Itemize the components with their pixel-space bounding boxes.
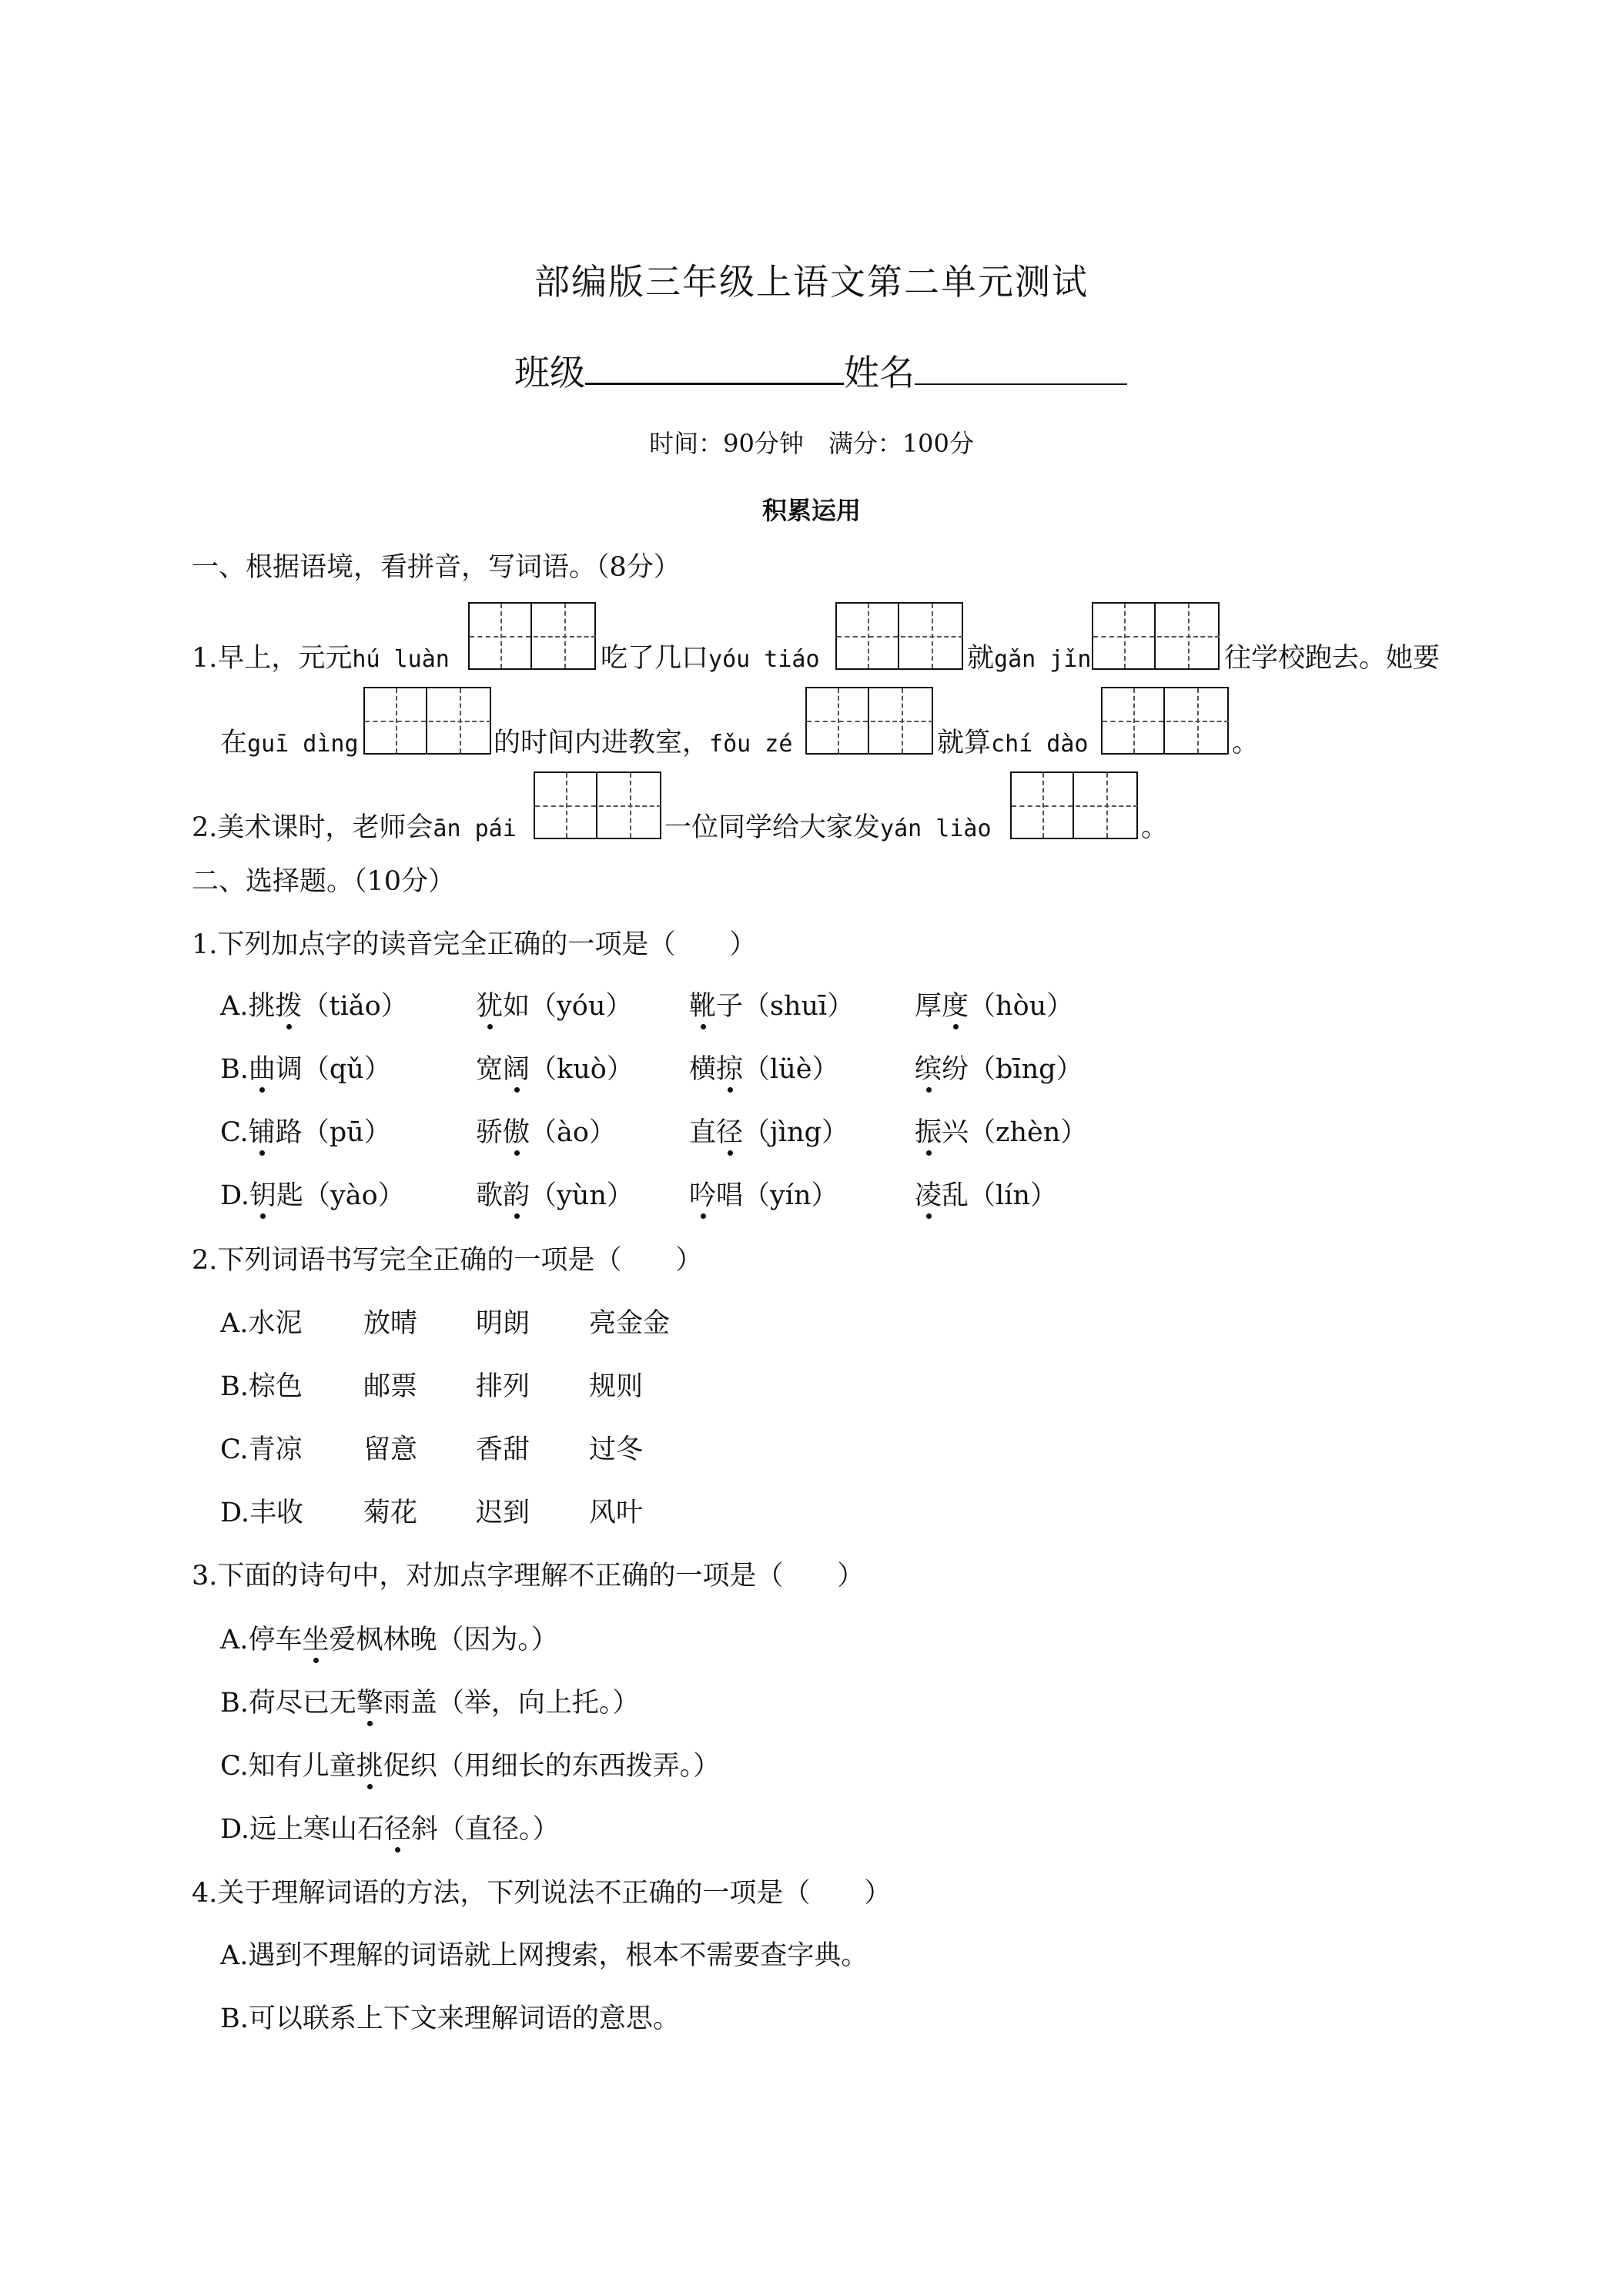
pinyin-fou-ze: fǒu zé [709, 731, 793, 758]
pinyin-an-pai: ān pái [433, 815, 517, 842]
word-post: 纷（bīng） [942, 1054, 1083, 1085]
line-post: 爱枫林晚（因为。） [329, 1625, 558, 1655]
q1-line3-b [664, 812, 992, 843]
page-title: 部编版三年级上语文第二单元测试 [534, 261, 1089, 303]
line-post: 斜（直径。） [410, 1814, 560, 1845]
word-dotted-char: 吟 [689, 1180, 717, 1211]
name-blank[interactable] [915, 353, 1127, 385]
q2-1-option-c-3[interactable] [689, 1117, 849, 1148]
q2-1-option-c-1[interactable] [220, 1117, 391, 1148]
q2-2-option-1-2: 放晴 [363, 1308, 418, 1339]
answer-box-gui-ding[interactable] [363, 687, 491, 755]
q1-line2-text-1: 在 [220, 728, 248, 758]
q2-2-option-1-3: 明朗 [476, 1308, 530, 1339]
q1-line3-text-2: 一位同学给大家发 [664, 812, 881, 843]
q1-line1-text-4: 往学校跑去。她要 [1224, 643, 1441, 674]
word-dotted-char: 犹 [476, 991, 504, 1022]
line-dotted-char: 挑 [356, 1751, 383, 1782]
q2-2-option-3-1[interactable]: C.青凉 [220, 1434, 303, 1465]
word-dotted-char: 钥 [249, 1180, 276, 1211]
line-pre: C.知有儿童 [220, 1751, 356, 1782]
pinyin-gan-jin: gǎn jǐn [994, 646, 1092, 673]
q1-line1-text-2: 吃了几口 [601, 643, 709, 674]
word-post: （jìng） [743, 1117, 849, 1148]
q2-1-option-a-1[interactable] [220, 993, 408, 1020]
word-dotted-char: 傲 [503, 1117, 530, 1148]
word-post: 匙（yào） [276, 1180, 405, 1211]
word-post: 乱（lín） [942, 1180, 1057, 1211]
q1-line1-c [967, 645, 1091, 672]
q2-2-option-2-3: 排列 [476, 1371, 530, 1402]
q1-line3-text-3: 。 [1141, 812, 1169, 843]
q2-2-option-3-4: 过冬 [589, 1434, 644, 1465]
pinyin-you-tiao: yóu tiáo [708, 646, 820, 673]
section-title: 积累运用 [761, 496, 861, 525]
q1-line2-b [494, 730, 792, 757]
word-dotted-char: 凌 [915, 1180, 942, 1211]
word-post: （hòu） [969, 991, 1074, 1022]
q1-line1-b [601, 645, 820, 672]
q2-1-option-a-3[interactable] [689, 993, 854, 1020]
word-post: 唱（yín） [716, 1180, 838, 1211]
q2-1-stem: 1.下列加点字的读音完全正确的一项是（ ） [192, 929, 757, 960]
answer-box-gan-jin[interactable] [1092, 602, 1220, 670]
line-dotted-char: 径 [383, 1814, 411, 1845]
word-post: 路（pū） [275, 1117, 391, 1148]
line-pre: D.远上寒山石 [220, 1814, 384, 1845]
word-pre: 挑 [248, 991, 276, 1022]
pinyin-yan-liao: yán liào [880, 815, 992, 842]
q2-2-option-4-3: 迟到 [476, 1498, 530, 1528]
word-dotted-char: 缤 [915, 1054, 942, 1085]
q2-3-option-4[interactable] [220, 1816, 559, 1843]
q2-1-option-c-4[interactable] [915, 1117, 1088, 1148]
word-dotted-char: 靴 [689, 991, 717, 1022]
word-post: （tiǎo） [302, 991, 408, 1022]
line-dotted-char: 擎 [356, 1688, 383, 1719]
word-post: （ào） [530, 1117, 616, 1148]
q2-1-option-b-4[interactable] [915, 1056, 1083, 1083]
q2-2-stem: 2.下列词语书写完全正确的一项是（ ） [192, 1245, 703, 1276]
word-dotted-char: 曲 [248, 1054, 276, 1085]
answer-box-chi-dao[interactable] [1101, 687, 1229, 755]
pinyin-gui-ding: guī dìng [247, 731, 359, 758]
word-post: 兴（zhèn） [942, 1117, 1088, 1148]
q1-line3-text-1: 2.美术课时，老师会 [192, 812, 433, 843]
word-dotted-char: 韵 [503, 1180, 530, 1211]
word-post: 子（shuī） [716, 991, 855, 1022]
word-dotted-char: 拨 [275, 991, 303, 1022]
answer-box-fou-ze[interactable] [805, 687, 933, 755]
q2-heading: 二、选择题。（10分） [192, 866, 456, 897]
q2-1-option-b-2[interactable] [476, 1056, 634, 1083]
q1-line2-text-3: 就算 [937, 728, 992, 758]
q2-3-stem: 3.下面的诗句中，对加点字理解不正确的一项是（ ） [192, 1561, 865, 1591]
word-dotted-char: 掠 [716, 1054, 744, 1085]
word-pre: 骄 [476, 1117, 504, 1148]
q2-2-option-3-2: 留意 [363, 1434, 418, 1465]
word-dotted-char: 铺 [248, 1117, 276, 1148]
q2-1-option-b-1[interactable] [220, 1056, 391, 1083]
option-label: A. [220, 991, 249, 1022]
word-post: 调（qǔ） [275, 1054, 391, 1085]
q2-3-option-2[interactable] [220, 1690, 639, 1717]
q2-2-option-1-4: 亮金金 [589, 1308, 671, 1339]
line-post: 雨盖（举，向上托。） [383, 1688, 640, 1719]
q2-1-option-d-4[interactable] [915, 1180, 1057, 1211]
answer-box-yan-liao[interactable] [1010, 771, 1138, 839]
name-label: 姓名 [844, 352, 915, 393]
line-pre: B.荷尽已无 [220, 1688, 356, 1719]
option-label: C. [220, 1117, 249, 1148]
word-pre: 宽 [476, 1054, 504, 1085]
answer-box-you-tiao[interactable] [835, 602, 963, 670]
pinyin-chi-dao: chí dào [991, 731, 1089, 758]
q1-line1 [192, 645, 450, 672]
word-dotted-char: 度 [942, 991, 969, 1022]
word-post: 如（yóu） [503, 991, 633, 1022]
option-label: D. [220, 1180, 249, 1211]
word-pre: 横 [689, 1054, 717, 1085]
q2-4-option-1[interactable]: A.遇到不理解的词语就上网搜索，根本不需要查字典。 [220, 1940, 868, 1971]
pinyin-hu-luan: hú luàn [352, 646, 450, 673]
q2-3-option-3[interactable] [220, 1753, 720, 1780]
q2-4-stem: 4.关于理解词语的方法，下列说法不正确的一项是（ ） [192, 1878, 892, 1909]
q2-2-option-2-4: 规则 [589, 1371, 644, 1402]
class-label: 班级 [514, 352, 585, 393]
q2-2-option-1-1[interactable]: A.水泥 [220, 1308, 303, 1339]
line-dotted-char: 坐 [302, 1625, 330, 1655]
word-dotted-char: 振 [915, 1117, 942, 1148]
word-pre: 歌 [476, 1180, 504, 1211]
q2-2-option-4-4: 风叶 [589, 1498, 644, 1528]
q1-line2-text-2: 的时间内进教室， [494, 728, 710, 758]
q1-line3-a [192, 812, 517, 843]
q1-line1-text-1: 1.早上，元元 [192, 643, 353, 674]
q2-2-option-2-2: 邮票 [363, 1371, 418, 1402]
q1-line2-a [220, 730, 359, 757]
word-post: （lüè） [743, 1054, 839, 1085]
word-pre: 厚 [915, 991, 942, 1022]
q2-3-option-1[interactable] [220, 1627, 558, 1654]
q2-1-option-d-1[interactable] [220, 1180, 405, 1211]
word-dotted-char: 阔 [503, 1054, 530, 1085]
q2-1-option-d-3[interactable] [689, 1180, 838, 1211]
answer-box-hu-luan[interactable] [468, 602, 596, 670]
q2-2-option-2-1[interactable]: B.棕色 [220, 1371, 303, 1402]
q2-1-option-a-2[interactable] [476, 993, 632, 1020]
q1-line2-c [937, 730, 1088, 757]
q2-2-option-4-1[interactable]: D.丰收 [220, 1498, 303, 1528]
q2-1-option-b-3[interactable] [689, 1056, 838, 1083]
time-score-info: 时间：90分钟 满分：100分 [649, 429, 974, 458]
q2-1-option-c-2[interactable] [476, 1117, 616, 1148]
answer-box-an-pai[interactable] [534, 771, 661, 839]
class-blank[interactable] [585, 352, 844, 385]
line-pre: A.停车 [220, 1625, 303, 1655]
word-post: （kuò） [530, 1054, 634, 1085]
option-label: B. [220, 1054, 249, 1085]
q2-2-option-3-3: 香甜 [476, 1434, 530, 1465]
word-post: （yùn） [530, 1180, 634, 1211]
q2-4-option-2[interactable]: B.可以联系上下文来理解词语的意思。 [220, 2003, 680, 2034]
word-dotted-char: 径 [716, 1117, 744, 1148]
q2-1-option-a-4[interactable] [915, 993, 1073, 1020]
q2-2-option-4-2: 菊花 [363, 1498, 418, 1528]
class-name-line [514, 345, 1127, 396]
q1-line2-text-4: 。 [1232, 728, 1260, 758]
line-post: 促织（用细长的东西拨弄。） [383, 1751, 721, 1782]
q1-heading: 一、根据语境，看拼音，写词语。（8分） [192, 552, 681, 583]
q2-1-option-d-2[interactable] [476, 1180, 634, 1211]
word-pre: 直 [689, 1117, 717, 1148]
q1-line1-text-3: 就 [967, 643, 995, 674]
